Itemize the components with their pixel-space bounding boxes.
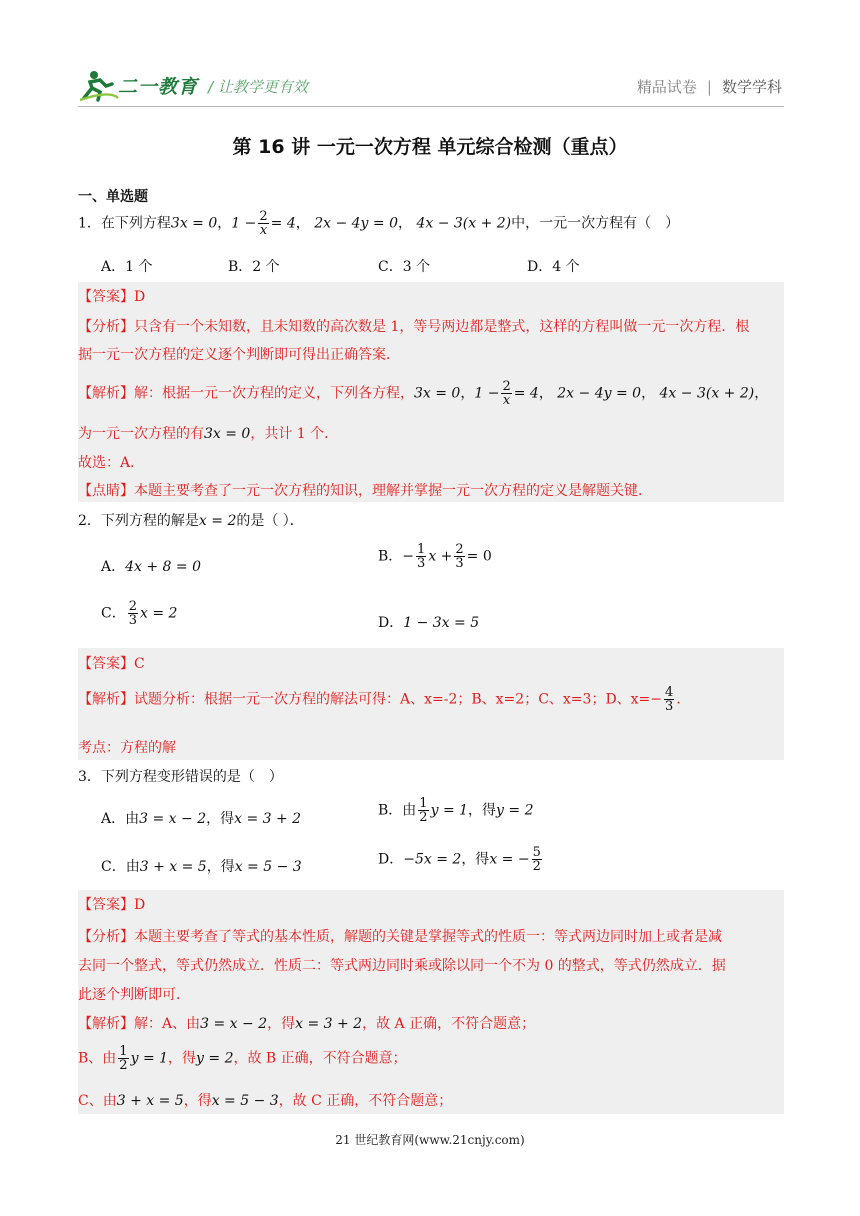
eq: 3 = x − 2: [139, 811, 207, 827]
q1-comma: ，: [295, 215, 310, 232]
q3-option-a: [101, 808, 301, 828]
eq: 3 + x = 5: [139, 859, 207, 875]
answer-tag: 【答案】: [78, 289, 134, 305]
fraction: [532, 846, 542, 873]
denominator: 3: [128, 613, 137, 628]
header-right: [637, 76, 782, 97]
header-divider: [78, 106, 784, 107]
page-header: [78, 68, 784, 104]
fraction: [501, 380, 511, 407]
q1-analysis: [78, 316, 749, 336]
text: ．: [676, 691, 691, 708]
q3-analysis-line2: 去同一个整式，等式仍然成立．性质二：等式两边同时乘或除以同一个不为 0 的整式，等式仍然成立．据: [78, 958, 726, 974]
denominator: x: [259, 223, 268, 238]
text: 2．下列方程的解是: [78, 513, 199, 529]
text: ，得: [206, 811, 235, 827]
q1-solution: [78, 380, 768, 407]
analysis-line1: 本题主要考查了等式的基本性质，解题的关键是掌握等式的性质一：等式两边同时加上或者是减: [134, 929, 722, 945]
fraction: [118, 1045, 128, 1072]
solution-text: 解：根据一元一次方程的定义，下列各方程，: [134, 385, 414, 402]
q3-analysis-line3: 此逐个判断即可．: [78, 987, 190, 1003]
eq: = 0: [466, 548, 492, 565]
header-separator: |: [706, 78, 712, 96]
text: 的是（ ）．: [236, 513, 304, 529]
eq: x = 3 + 2: [295, 1016, 363, 1032]
q1-eq2-pre: 1 −: [231, 215, 257, 232]
numerator: 4: [665, 685, 674, 700]
solution-text: 试题分析：根据一元一次方程的解法可得：A、x=-2；B、x=2；C、x=3；D、x=: [134, 691, 651, 708]
q3-solution-c: [78, 1090, 452, 1110]
numerator: 2: [455, 542, 464, 557]
eq: −5x = 2: [403, 851, 462, 868]
q2-knowledge-point: 考点：方程的解: [78, 740, 176, 756]
eq: 3 = x − 2: [200, 1016, 268, 1032]
eq: y = 2: [196, 1050, 234, 1067]
eq: 4x − 3(x + 2): [659, 385, 755, 402]
comma: ，: [460, 385, 475, 402]
answer-tag: 【答案】: [78, 897, 134, 913]
eq: 1 − 3x = 5: [403, 615, 480, 631]
q2-answer: [78, 653, 145, 673]
eq: 3x = 0: [414, 385, 461, 402]
text: C、由: [78, 1093, 117, 1109]
text: 为一元一次方程的有: [78, 426, 204, 442]
eq: 4x + 8 = 0: [125, 559, 202, 575]
q3-answer: [78, 894, 145, 914]
q1-option-d: D．4 个: [527, 259, 580, 275]
q3-option-d: [378, 846, 544, 873]
text: ，得: [183, 1093, 212, 1109]
eq: = 4: [513, 385, 539, 402]
q1-stem: [78, 210, 679, 237]
numerator: 1: [119, 1044, 128, 1059]
numerator: 1: [419, 796, 428, 811]
numerator: 2: [259, 209, 268, 224]
q2-solution: [78, 686, 690, 713]
comment-tag: 【点睛】: [78, 483, 134, 499]
comma: ，: [641, 385, 656, 402]
slogan: / 让教学更有效: [208, 78, 308, 96]
numerator: 2: [502, 379, 511, 394]
section-heading: 一、单选题: [78, 189, 148, 205]
text: ，故 C 正确，不符合题意；: [278, 1093, 453, 1109]
eq: y = 1: [430, 802, 469, 819]
text: D．: [378, 851, 404, 868]
fraction: [416, 543, 426, 570]
solution-tag: 【解析】: [78, 1016, 134, 1032]
text: ，得: [468, 802, 497, 819]
q1-option-c: C．3 个: [378, 259, 431, 275]
analysis-line1: 只含有一个未知数，且未知数的高次数是 1，等号两边都是整式，这样的方程叫做一元一次方程．根: [134, 319, 750, 335]
fraction: [664, 686, 674, 713]
solution-tag: 【解析】: [78, 691, 134, 708]
eq: x = 5 − 3: [211, 1093, 279, 1109]
q1-eq2-fraction: [258, 210, 268, 237]
text: ，得: [267, 1016, 296, 1032]
text: ，得: [461, 851, 490, 868]
q1-answer: [78, 286, 145, 306]
label: C．: [101, 605, 126, 622]
comment-text: 本题主要考查了一元一次方程的知识，理解并掌握一元一次方程的定义是解题关键．: [134, 483, 652, 499]
analysis-tag: 【分析】: [78, 929, 134, 945]
header-subject: 数学学科: [721, 78, 782, 96]
fraction: [128, 600, 138, 627]
q1-solution-line2: [78, 423, 338, 443]
answer-tag: 【答案】: [78, 656, 134, 672]
analysis-tag: 【分析】: [78, 319, 134, 335]
page-footer: 21 世纪教育网(www.21cnjy.com): [335, 1133, 525, 1147]
q1-comma: ，: [217, 215, 232, 232]
text: A．由: [101, 811, 140, 827]
text: B．由: [378, 802, 417, 819]
q3-option-c: [101, 856, 302, 876]
q1-option-a: A．1 个: [101, 259, 153, 275]
text: ，得: [168, 1050, 197, 1067]
eq: y = 1: [130, 1050, 169, 1067]
label: B．: [378, 548, 403, 565]
numerator: 1: [417, 542, 426, 557]
q1-eq1: 3x = 0: [170, 215, 218, 232]
page-title: 第 16 讲 一元一次方程 单元综合检测（重点）: [232, 136, 628, 158]
text: C．由: [101, 859, 140, 875]
eq: x = −: [489, 851, 530, 868]
q3-analysis: [78, 926, 722, 946]
eq: x = 2: [198, 513, 237, 529]
logo-text: 二一教育: [118, 76, 199, 98]
denominator: x: [502, 393, 511, 408]
q2-option-a: [101, 556, 201, 576]
q2-option-c: [101, 600, 177, 627]
q2-stem: [78, 510, 304, 530]
q1-eq2-post: = 4: [270, 215, 296, 232]
q2-option-d: [378, 612, 479, 632]
answer-value: D: [134, 289, 146, 305]
denominator: 2: [119, 1058, 128, 1073]
answer-value: C: [134, 656, 145, 672]
answer-value: D: [134, 897, 146, 913]
eq: 2x − 4y = 0: [557, 385, 642, 402]
denominator: 3: [455, 556, 464, 571]
text: ，故 B 正确，不符合题意；: [233, 1050, 407, 1067]
eq: x = 2: [140, 605, 178, 622]
denominator: 2: [532, 859, 541, 874]
q3-solution-b: [78, 1045, 407, 1072]
eq: 3 + x = 5: [116, 1093, 184, 1109]
q1-option-b: B．2 个: [228, 259, 280, 275]
eq: y = 2: [496, 802, 534, 819]
q1-choose: 故选：A．: [78, 455, 145, 471]
q1-analysis-line2: 据一元一次方程的定义逐个判断即可得出正确答案．: [78, 347, 400, 363]
denominator: 3: [417, 556, 426, 571]
denominator: 3: [665, 699, 674, 714]
q1-stem-end: 中，一元一次方程有（ ）: [511, 215, 680, 232]
q1-eq3: 2x − 4y = 0: [314, 215, 398, 232]
q1-eq4: 4x − 3(x + 2): [416, 215, 512, 232]
eq: −: [650, 691, 663, 708]
label: D．: [378, 615, 404, 631]
eq: x = 5 − 3: [234, 859, 302, 875]
q3-option-b: [378, 797, 533, 824]
comma: ，: [754, 385, 769, 402]
comma: ，: [538, 385, 553, 402]
text: ，共计 1 个．: [250, 426, 339, 442]
fraction: [418, 797, 428, 824]
q2-option-b: [378, 543, 492, 570]
q1-stem-text: 1．在下列方程: [78, 215, 171, 232]
eq: 1 −: [474, 385, 500, 402]
numerator: 2: [128, 599, 137, 614]
numerator: 5: [532, 845, 541, 860]
solution-tag: 【解析】: [78, 385, 134, 402]
denominator: 2: [419, 810, 428, 825]
text: 解：A、由: [134, 1016, 201, 1032]
q1-comment: [78, 480, 652, 500]
text: B、由: [78, 1050, 117, 1067]
text: ，得: [206, 859, 235, 875]
label: A．: [101, 559, 126, 575]
text: ，故 A 正确，不符合题意；: [362, 1016, 536, 1032]
q1-comma: ，: [397, 215, 412, 232]
q3-solution-a: [78, 1013, 535, 1033]
eq: x = 3 + 2: [234, 811, 302, 827]
q3-stem: 3．下列方程变形错误的是（ ）: [78, 769, 283, 785]
eq: x +: [428, 548, 453, 565]
fraction: [454, 543, 464, 570]
eq: 3x = 0: [204, 426, 251, 442]
eq: −: [402, 548, 415, 565]
header-paper-type: 精品试卷: [636, 78, 697, 96]
